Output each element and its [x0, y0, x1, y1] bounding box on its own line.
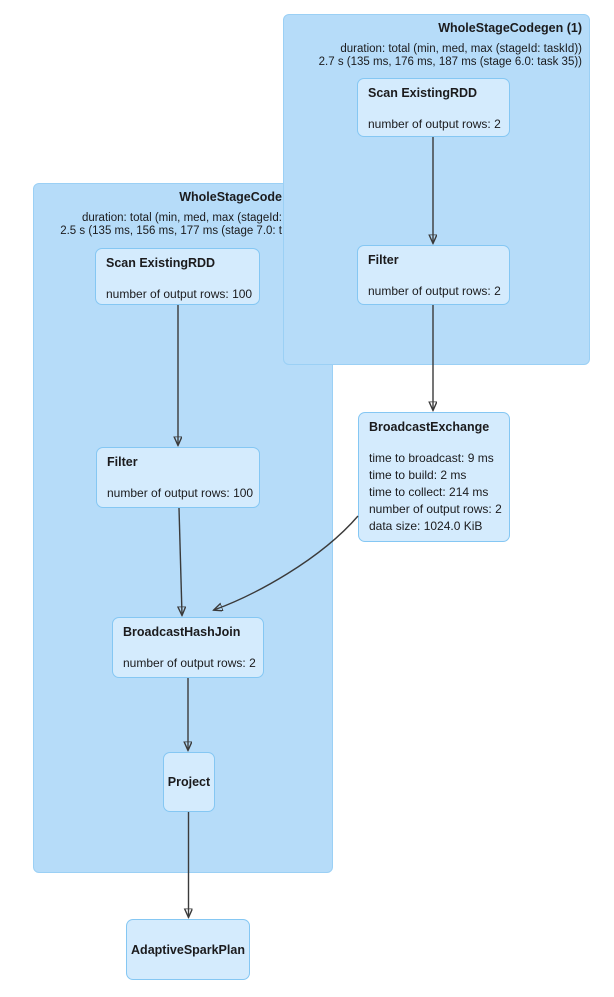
node-filter-1[interactable] [357, 245, 510, 305]
node-scan-existingrdd-1[interactable] [357, 78, 510, 137]
node-title: AdaptiveSparkPlan [131, 942, 245, 957]
node-title: BroadcastHashJoin [123, 625, 241, 639]
cluster-title: WholeStageCode [179, 190, 282, 204]
node-title: Filter [368, 253, 399, 267]
metric-output-rows: number of output rows: 2 [369, 502, 502, 516]
node-filter-2[interactable] [96, 447, 260, 508]
duration-line-1: duration: total (min, med, max (stageId: taskId)) [340, 43, 582, 55]
node-title: BroadcastExchange [369, 420, 490, 434]
node-metrics [368, 116, 499, 133]
metric-time-to-build: time to build: 2 ms [369, 468, 467, 482]
node-broadcasthashjoin[interactable] [112, 617, 264, 678]
node-project[interactable] [163, 752, 215, 812]
node-metrics [106, 286, 253, 303]
node-title: Project [167, 775, 211, 789]
node-metrics [368, 283, 499, 300]
metric-output-rows: number of output rows: 2 [368, 117, 501, 131]
cluster-duration [34, 212, 282, 237]
duration-line-2: 2.7 s (135 ms, 176 ms, 187 ms (stage 6.0: task 35)) [318, 55, 582, 68]
node-title: Scan ExistingRDD [368, 86, 478, 100]
node-title: Scan ExistingRDD [106, 256, 216, 270]
duration-line-2: 2.5 s (135 ms, 156 ms, 177 ms (stage 7.0: t [60, 224, 282, 237]
cluster-wholestagecodegen-1[interactable] [283, 14, 590, 365]
metric-time-to-collect: time to collect: 214 ms [369, 485, 489, 499]
metric-data-size: data size: 1024.0 KiB [369, 519, 483, 533]
node-title: Filter [107, 455, 138, 469]
metric-output-rows: number of output rows: 2 [368, 284, 501, 298]
node-scan-existingrdd-2[interactable] [95, 248, 260, 305]
metric-time-to-broadcast: time to broadcast: 9 ms [369, 451, 494, 465]
node-adaptivesparkplan[interactable] [126, 919, 250, 980]
metric-output-rows: number of output rows: 100 [107, 486, 254, 500]
duration-line-1: duration: total (min, med, max (stageId: [81, 212, 282, 224]
node-metrics [123, 655, 256, 672]
node-metrics [107, 485, 254, 502]
node-metrics [369, 450, 502, 535]
node-broadcastexchange[interactable] [358, 412, 510, 542]
cluster-title: WholeStageCodegen (1) [438, 21, 582, 35]
metric-output-rows: number of output rows: 2 [123, 656, 256, 670]
cluster-duration [284, 43, 582, 68]
cluster-header [284, 15, 589, 68]
metric-output-rows: number of output rows: 100 [106, 287, 253, 301]
